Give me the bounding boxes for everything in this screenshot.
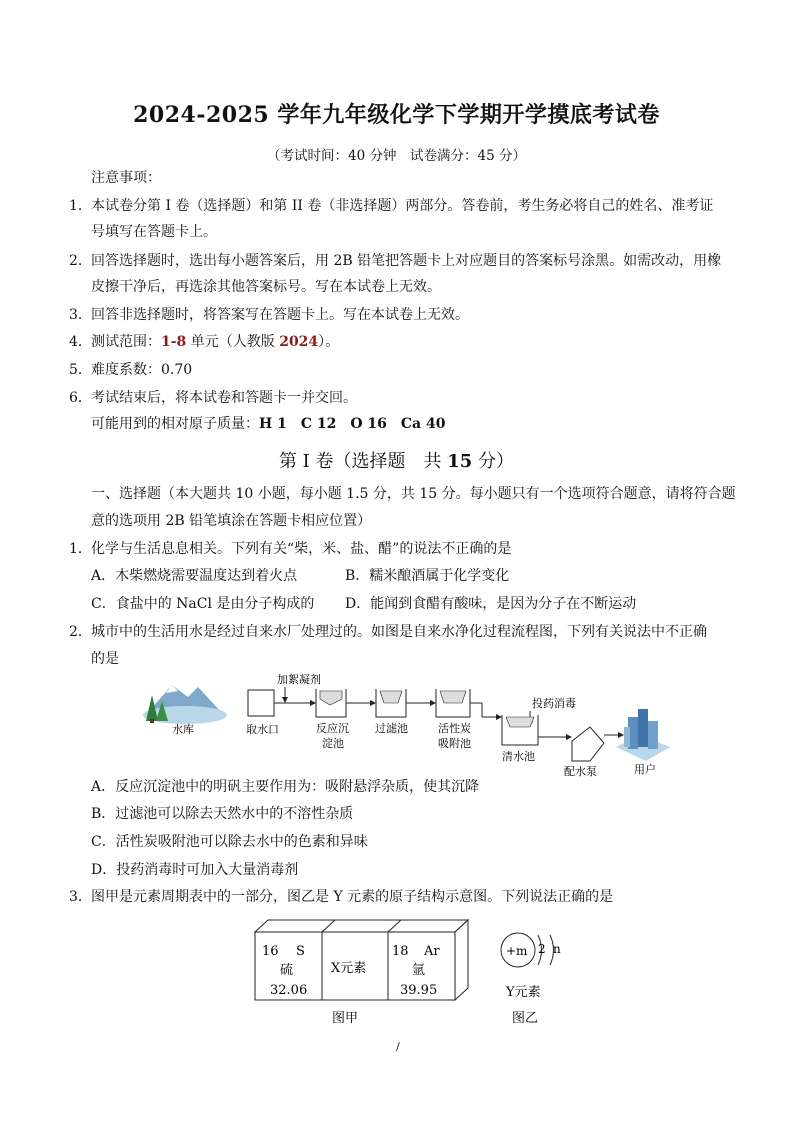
figure-a-caption: 图甲 [332,1011,359,1026]
q1-option-b: B．糯米酿酒属于化学变化 [345,568,510,584]
sediment-label-2: 淀池 [322,737,344,750]
cell-s-name: 硫 [280,963,294,978]
note-6: 6．考试结束后，将本试卷和答题卡一并交回。 [69,390,357,406]
user-buildings-illustration [616,709,670,761]
question-2-stem: 2．城市中的生活用水是经过自来水厂处理过的。如图是自来水净化过程流程图，下列有关说法中不正确 [69,624,707,640]
carbon-label-1: 活性炭 [438,722,471,735]
cell-s-mass: 32.06 [270,983,308,998]
user-label: 用户 [634,763,656,776]
question-3-stem: 3．图甲是元素周期表中的一部分，图乙是 Y 元素的原子结构示意图。下列说法正确的是 [69,889,614,905]
reservoir-label: 水库 [172,723,194,736]
note-2-line-1: 2．回答选择题时，选出每小题答案后，用 2B 铅笔把答题卡上对应题目的答案标号涂黑。如需改动，用橡 [69,253,722,269]
note-1-line-2: 号填写在答题卡上。 [91,224,217,240]
part-intro-line-1: 一、选择题（本大题共 10 小题，每小题 1.5 分，共 15 分。每小题只有一个选项符合题意，请将符合题 [91,486,736,502]
cell-s-number: 16 [262,944,279,959]
sediment-label-1: 反应沉 [316,722,349,735]
coagulant-label: 加絮凝剂 [277,673,321,686]
exam-info: （考试时间：40 分钟 试卷满分：45 分） [267,148,526,164]
shell-2-electrons: n [553,942,561,956]
clear-tank-label: 清水池 [502,750,535,763]
shell-1-electrons: 2 [538,942,546,956]
cell-ar-name: 氩 [412,963,426,978]
notes-heading: 注意事项： [91,170,161,186]
note-2-line-2: 皮擦干净后，再选涂其他答案标号。写在本试卷上无效。 [91,279,441,295]
atom-label: Y元素 [506,985,541,1000]
water-treatment-diagram [130,665,670,780]
cell-ar-number: 18 [392,944,409,959]
page-mark: / [396,1040,400,1053]
note-1-line-1: 1．本试卷分第 I 卷（选择题）和第 II 卷（非选择题）两部分。答卷前，考生务必将自己的姓名、准考证 [69,198,714,214]
part-intro-line-2: 意的选项用 2B 铅笔填涂在答题卡相应位置） [91,513,372,529]
periodic-table-figure [250,910,580,1030]
section-heading: 第 I 卷（选择题 共 15 分） [278,451,515,472]
cell-s-symbol: S [296,944,305,959]
note-3: 3．回答非选择题时，将答案写在答题卡上。写在本试卷上无效。 [69,307,469,323]
question-1-stem: 1．化学与生活息息相关。下列有关“柴，米、盐、醋”的说法不正确的是 [69,541,512,557]
q1-option-c: C．食盐中的 NaCl 是由分子构成的 [91,596,315,612]
q1-option-a: A．木柴燃烧需要温度达到着火点 [91,568,298,584]
atomic-mass: 可能用到的相对原子质量：H 1 C 12 O 16 Ca 40 [91,416,446,432]
note-4: 4．测试范围：1-8 单元（人教版 2024）。 [69,334,340,350]
q2-option-a: A．反应沉淀池中的明矾主要作用为：吸附悬浮杂质，使其沉降 [91,779,480,795]
reservoir-illustration [143,685,227,724]
cell-ar-mass: 39.95 [400,983,438,998]
cell-ar-symbol: Ar [424,944,440,959]
carbon-label-2: 吸附池 [438,737,471,750]
q2-option-b: B．过滤池可以除去天然水中的不溶性杂质 [91,806,354,822]
q1-option-d: D．能闻到食醋有酸味，是因为分子在不断运动 [345,596,637,612]
question-2-stem-cont: 的是 [91,651,119,667]
nucleus-label: +m [506,944,528,958]
note-5: 5．难度系数：0.70 [69,362,193,378]
pump-label: 配水泵 [564,765,597,778]
cell-x-name: X元素 [331,961,367,976]
q2-option-d: D．投药消毒时可加入大量消毒剂 [91,862,299,878]
page-title: 2024-2025 学年九年级化学下学期开学摸底考试卷 [133,102,660,128]
disinfect-label: 投药消毒 [532,697,576,710]
intake-label: 取水口 [246,723,279,736]
filter-label: 过滤池 [375,722,408,735]
q2-option-c: C．活性炭吸附池可以除去水中的色素和异味 [91,834,368,850]
figure-b-caption: 图乙 [512,1011,539,1026]
